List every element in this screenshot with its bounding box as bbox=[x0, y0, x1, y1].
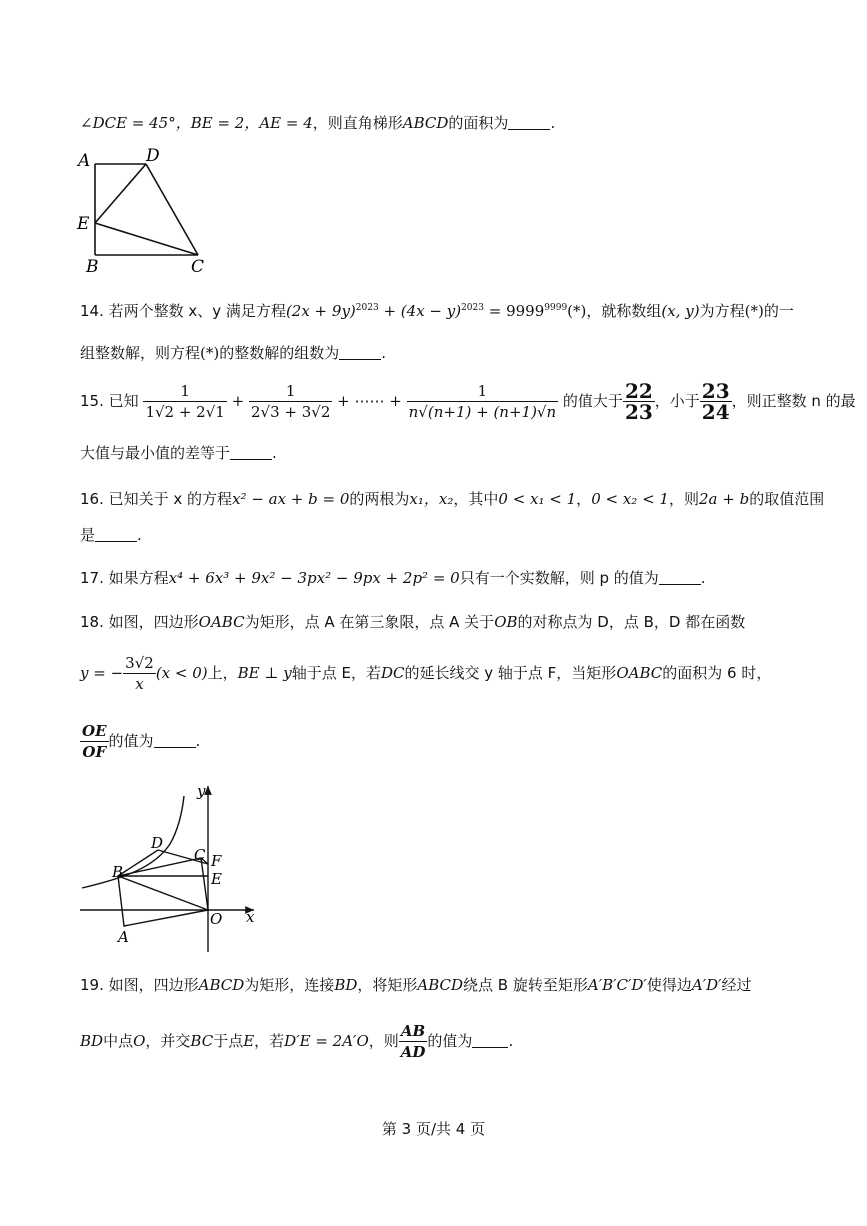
q14-eq: (2x + 9y) bbox=[285, 302, 356, 320]
q17-text1: 如果方程 bbox=[108, 569, 169, 587]
q19-line2 bbox=[80, 1018, 513, 1064]
q16-line2 bbox=[80, 525, 142, 545]
q19-text6: 经过 bbox=[721, 976, 752, 994]
q19-text1: 如图，四边形 bbox=[108, 976, 199, 994]
q18-text6: 的延长线交 y 轴于点 F，当矩形 bbox=[404, 664, 617, 682]
q19-text9: 于点 bbox=[213, 1032, 244, 1050]
q16-text6: 是 bbox=[80, 526, 96, 544]
q19-text11: ，则 bbox=[368, 1032, 399, 1050]
q19-text3: ，将矩形 bbox=[357, 976, 418, 994]
q14-text1: 若两个整数 x、y 满足方程 bbox=[108, 302, 286, 320]
answer-blank[interactable] bbox=[659, 570, 701, 585]
q18-dc: DC bbox=[380, 664, 405, 682]
q14-num: 14. bbox=[80, 302, 104, 320]
q13-text2: 的面积为 bbox=[448, 114, 509, 132]
q14-text5: 组整数解，则方程 bbox=[80, 344, 201, 362]
q18-ob: OB bbox=[494, 613, 518, 631]
q14-line1 bbox=[80, 298, 794, 321]
q14-text3: 为方程 bbox=[699, 302, 745, 320]
q15-fraction-1: $\frac{1}{1√2 + 2√1}$ bbox=[145, 382, 225, 421]
answer-blank[interactable] bbox=[95, 527, 137, 542]
q19-shape: ABCD bbox=[198, 976, 245, 994]
q16-eq: x² − ax + b = 0 bbox=[232, 490, 350, 508]
q15-line2 bbox=[80, 443, 277, 463]
hyperbola-rectangle-figure bbox=[74, 780, 274, 960]
q15-end: . bbox=[272, 444, 277, 462]
q13-text: ，则直角梯形 bbox=[312, 114, 403, 132]
q18-shape: OABC bbox=[198, 613, 245, 631]
q18-text5: 轴于点 E，若 bbox=[291, 664, 381, 682]
q14-eq3: = 9999 bbox=[483, 302, 545, 320]
fig1-label-D: D bbox=[146, 146, 160, 166]
q19-text5: 使得边 bbox=[646, 976, 692, 994]
fig2-label-E: E bbox=[211, 870, 222, 888]
q17-line bbox=[80, 568, 706, 588]
q15-plus: + bbox=[231, 392, 245, 410]
q16-comma: ， bbox=[576, 490, 592, 508]
q16-cond1: 0 < x₁ < 1 bbox=[498, 490, 577, 508]
q14-text6: 的整数解的组数为 bbox=[219, 344, 340, 362]
q13-shape: ABCD bbox=[402, 114, 449, 132]
q14-eq2: + (4x − y) bbox=[378, 302, 462, 320]
q19-bc: BC bbox=[190, 1032, 214, 1050]
q19-o: O bbox=[133, 1032, 146, 1050]
q18-line2 bbox=[80, 650, 771, 696]
q14-exp: 2023 bbox=[355, 303, 379, 313]
q13-condition: ∠DCE = 45°，BE = 2，AE = 4 bbox=[80, 114, 313, 132]
q14-text2: ，就称数组 bbox=[586, 302, 662, 320]
q19-text7: 中点 bbox=[103, 1032, 134, 1050]
q18-text1: 如图，四边形 bbox=[108, 613, 199, 631]
q14-exp3: 9999 bbox=[544, 303, 568, 313]
q18-text4: 上， bbox=[207, 664, 238, 682]
answer-blank[interactable] bbox=[339, 345, 381, 360]
q14-end: . bbox=[381, 344, 387, 362]
q19-e: E bbox=[243, 1032, 255, 1050]
q19-bd2: BD bbox=[80, 1032, 104, 1050]
q19-ratio: $\frac{AB}{AD}$ bbox=[400, 1022, 426, 1061]
q15-text5: 大值与最小值的差等于 bbox=[80, 444, 231, 462]
q17-text2: 只有一个实数解，则 p 的值为 bbox=[459, 569, 659, 587]
fig2-label-y: y bbox=[197, 782, 206, 800]
q15-fraction-2: $\frac{1}{2√3 + 3√2}$ bbox=[250, 382, 331, 421]
fig2-label-D: D bbox=[151, 834, 164, 852]
q16-end: . bbox=[137, 526, 142, 544]
q15-text4: ，则正整数 n 的最 bbox=[731, 392, 856, 410]
q19-text2: 为矩形，连接 bbox=[244, 976, 335, 994]
q17-num: 17. bbox=[80, 569, 104, 587]
q18-ratio: $\frac{OE}{OF}$ bbox=[82, 722, 107, 761]
q16-roots: x₁，x₂ bbox=[409, 490, 454, 508]
answer-blank[interactable] bbox=[472, 1033, 508, 1048]
q18-text2: 为矩形，点 A 在第三象限，点 A 关于 bbox=[244, 613, 495, 631]
q19-end: . bbox=[508, 1032, 514, 1050]
q15-num: 15. bbox=[80, 392, 104, 410]
q18-fn-fraction: $\frac{3√2}{x}$ bbox=[125, 654, 154, 693]
q18-text7: 的面积为 6 时， bbox=[662, 664, 772, 682]
q18-be: BE ⊥ y bbox=[237, 664, 292, 682]
q15-fraction-3: $\frac{1}{n√(n+1) + (n+1)√n}$ bbox=[408, 382, 557, 421]
q19-shape3: A′B′C′D′ bbox=[587, 976, 647, 994]
q19-num: 19. bbox=[80, 976, 104, 994]
fig2-label-F: F bbox=[211, 852, 222, 870]
q16-text3: ，其中 bbox=[453, 490, 499, 508]
q15-bound-upper: $\frac{23}{24}$ bbox=[701, 379, 730, 424]
fig2-label-C: C bbox=[194, 846, 206, 864]
q16-text2: 的两根为 bbox=[349, 490, 410, 508]
q16-num: 16. bbox=[80, 490, 104, 508]
q18-line1 bbox=[80, 612, 745, 632]
answer-blank[interactable] bbox=[154, 733, 196, 748]
q14-star3: (*) bbox=[200, 344, 220, 362]
q18-text3: 的对称点为 D，点 B，D 都在函数 bbox=[517, 613, 746, 631]
q19-shape2: ABCD bbox=[417, 976, 464, 994]
fig2-label-x: x bbox=[246, 908, 255, 926]
q14-star2: (*) bbox=[744, 302, 764, 320]
q18-end: . bbox=[195, 732, 201, 750]
answer-blank[interactable] bbox=[230, 445, 272, 460]
q17-eq: x⁴ + 6x³ + 9x² − 3px² − 9px + 2p² = 0 bbox=[168, 569, 460, 587]
q16-text1: 已知关于 x 的方程 bbox=[108, 490, 233, 508]
q14-pair: (x, y) bbox=[661, 302, 700, 320]
fig1-label-C: C bbox=[191, 257, 205, 277]
q18-fn-cond: (x < 0) bbox=[155, 664, 208, 682]
q16-text5: 的取值范围 bbox=[749, 490, 825, 508]
page-footer: 第 3 页/共 4 页 bbox=[381, 1120, 486, 1138]
q19-cond: D′E = 2A′O bbox=[284, 1032, 369, 1050]
q15-text1: 已知 bbox=[108, 392, 139, 410]
q19-text8: ，并交 bbox=[145, 1032, 191, 1050]
q19-edge: A′D′ bbox=[691, 976, 722, 994]
q13-line bbox=[80, 113, 555, 133]
trapezoid-figure bbox=[74, 144, 214, 278]
q17-end: . bbox=[700, 569, 706, 587]
q14-exp2: 2023 bbox=[461, 303, 484, 313]
fig1-label-A: A bbox=[78, 151, 91, 171]
q18-text8: 的值为 bbox=[108, 732, 154, 750]
fig2-label-A: A bbox=[118, 928, 129, 946]
q15-text2: 的值大于 bbox=[562, 392, 623, 410]
q16-line1 bbox=[80, 489, 824, 509]
fig2-label-B: B bbox=[112, 863, 124, 881]
q14-star: (*) bbox=[567, 302, 587, 320]
q14-line2 bbox=[80, 343, 386, 363]
q16-cond2: 0 < x₂ < 1 bbox=[591, 490, 669, 508]
answer-blank[interactable] bbox=[508, 115, 550, 130]
q15-bound-lower: $\frac{22}{23}$ bbox=[624, 379, 653, 424]
q19-line1 bbox=[80, 975, 752, 995]
q18-shape2: OABC bbox=[616, 664, 663, 682]
fig1-label-B: B bbox=[86, 257, 99, 277]
q15-dots: + ⋯⋯ + bbox=[337, 392, 402, 410]
q18-num: 18. bbox=[80, 613, 104, 631]
q19-text10: ，若 bbox=[254, 1032, 285, 1050]
q18-fn-lhs: y = − bbox=[80, 664, 124, 682]
q19-text4: 绕点 B 旋转至矩形 bbox=[463, 976, 588, 994]
q19-bd: BD bbox=[334, 976, 358, 994]
q16-expr: 2a + b bbox=[698, 490, 750, 508]
fig2-label-O: O bbox=[210, 910, 223, 928]
q19-text12: 的值为 bbox=[427, 1032, 473, 1050]
q16-text4: ，则 bbox=[668, 490, 699, 508]
q15-line1 bbox=[80, 378, 856, 424]
q18-line3 bbox=[80, 718, 200, 764]
q14-text4: 的一 bbox=[763, 302, 794, 320]
q15-text3: ，小于 bbox=[654, 392, 700, 410]
q13-end: . bbox=[550, 114, 556, 132]
fig1-label-E: E bbox=[77, 214, 90, 234]
